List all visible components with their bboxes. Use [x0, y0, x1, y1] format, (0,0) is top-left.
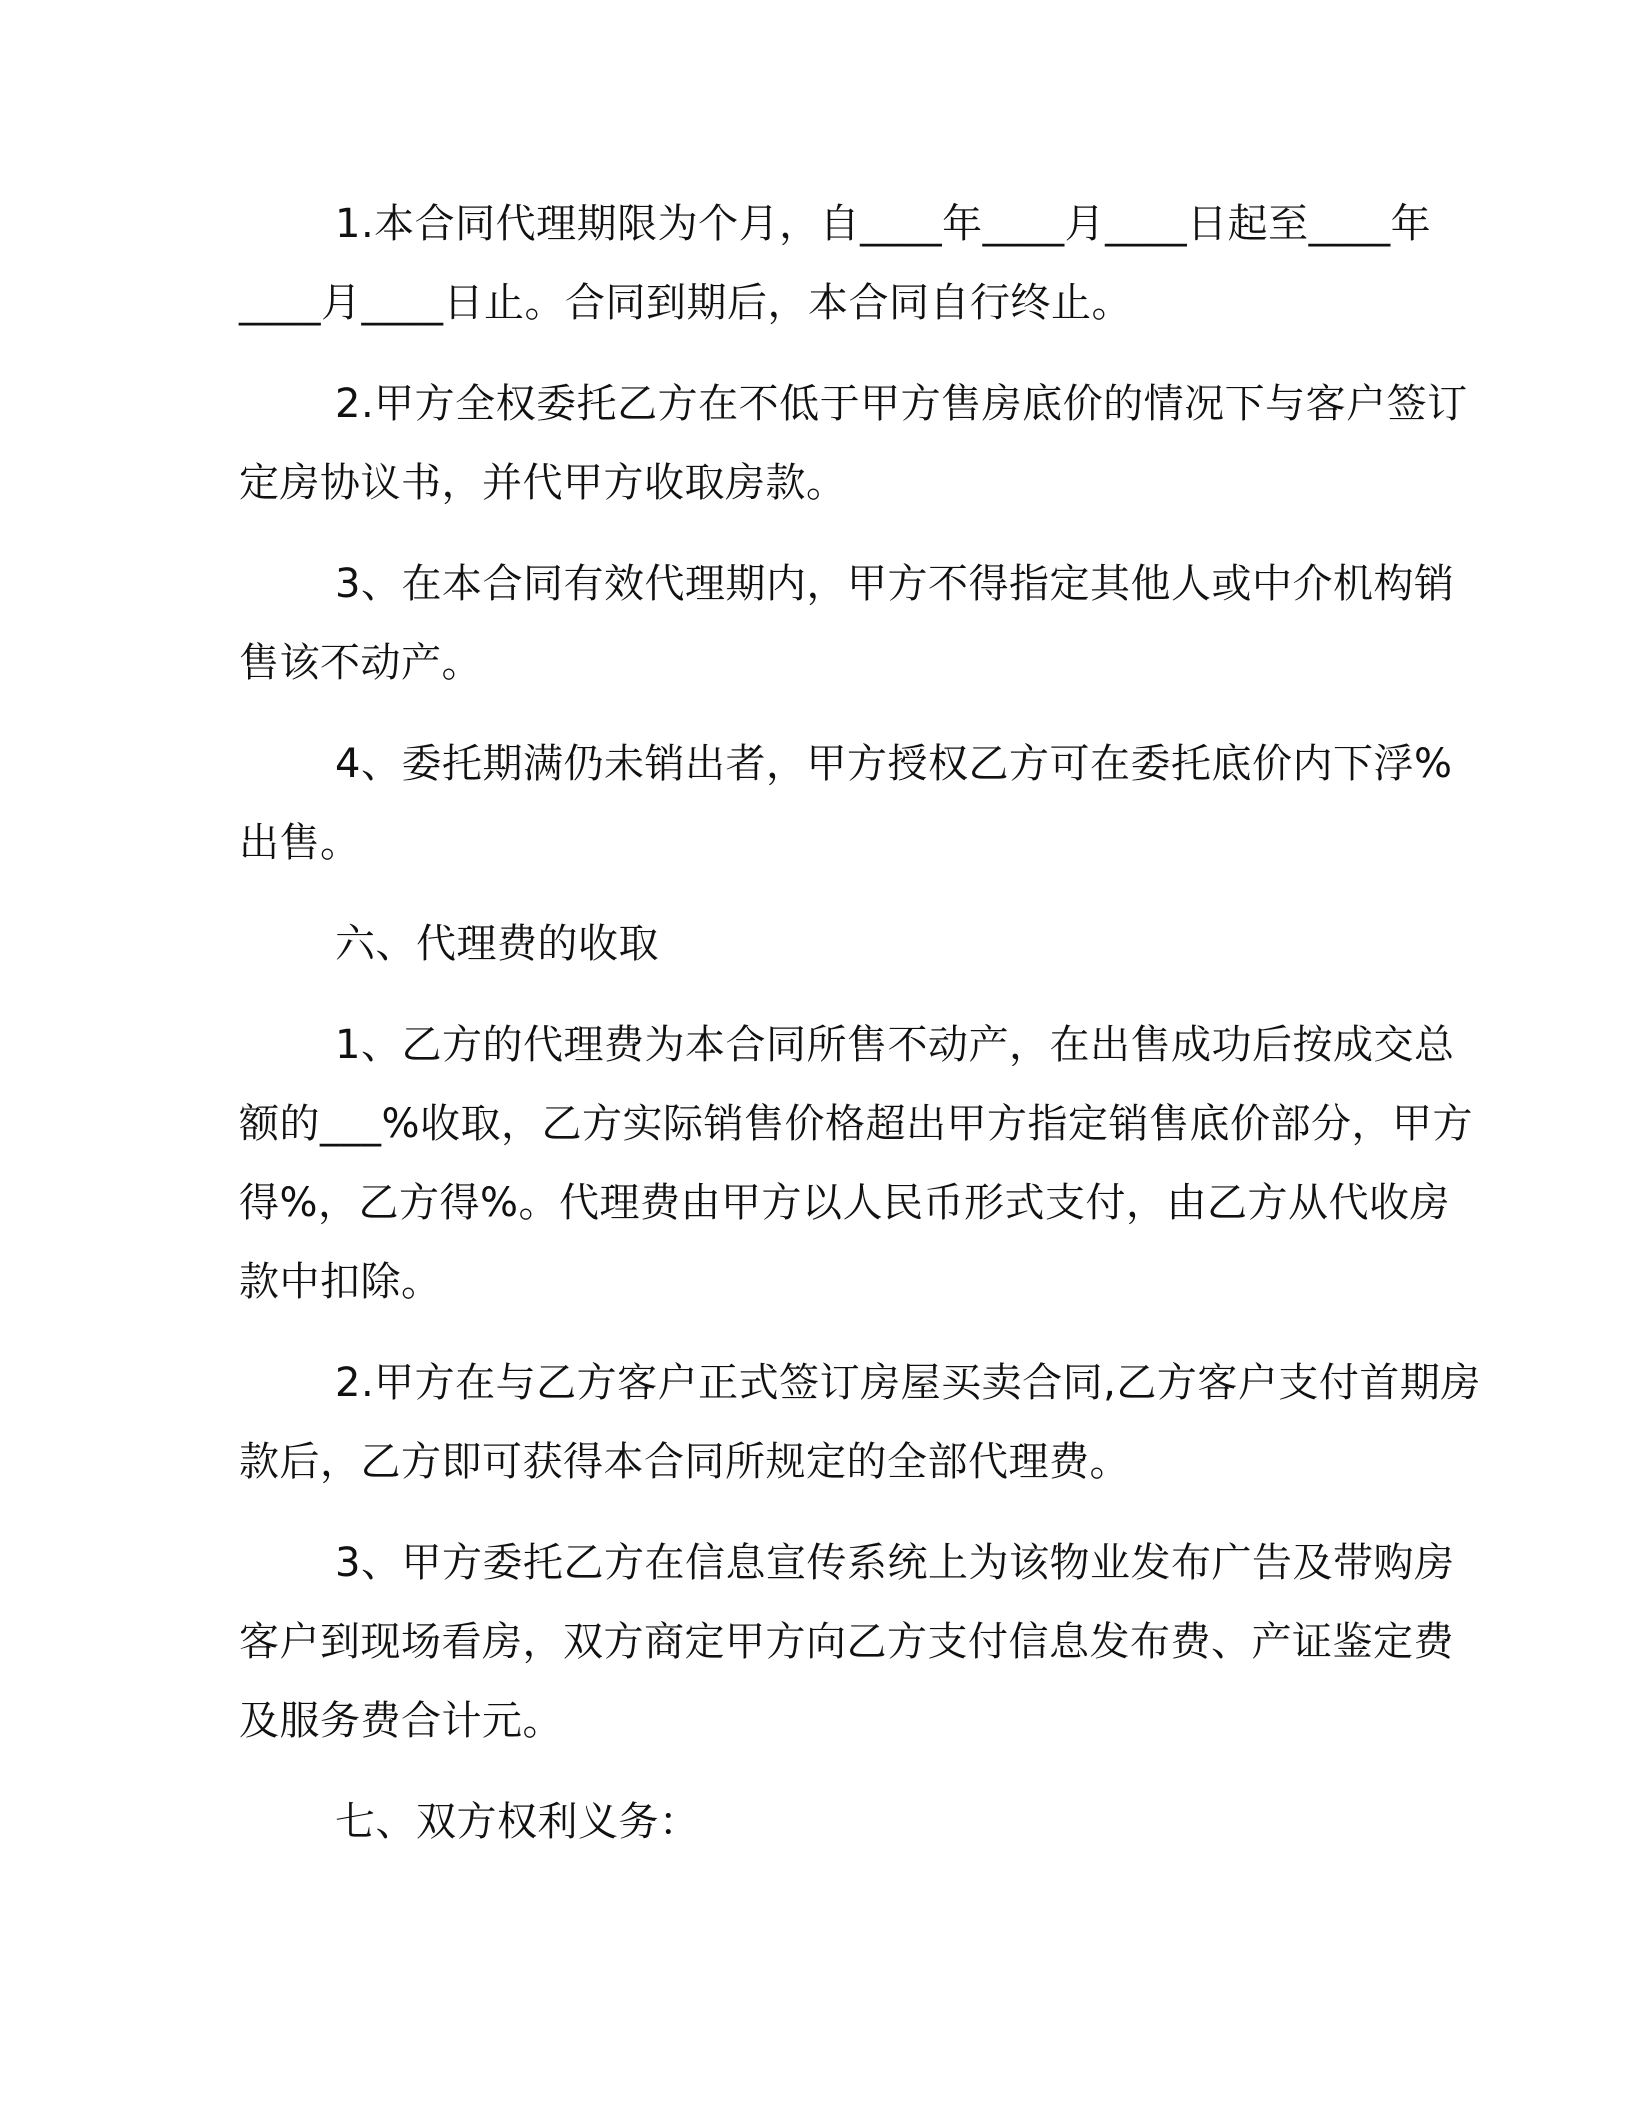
text-line: 售该不动产。 [239, 640, 482, 686]
clause-3-exclusivity [239, 545, 1455, 703]
clause-1-term [239, 185, 1432, 343]
section-heading-rights-obligations [239, 1783, 1389, 1862]
text-line: ____月____日止。合同到期后，本合同自行终止。 [239, 280, 1132, 326]
fee-clause-2 [239, 1344, 1481, 1502]
text-line: 3、在本合同有效代理期内，甲方不得指定其他人或中介机构销 [335, 561, 1455, 607]
section-heading: 六、代理费的收取 [335, 921, 659, 967]
text-line: 出售。 [239, 820, 361, 866]
text-line: 1、乙方的代理费为本合同所售不动产，在出售成功后按成交总 [335, 1022, 1455, 1068]
text-line: 额的___%收取，乙方实际销售价格超出甲方指定销售底价部分，甲方 [239, 1101, 1474, 1147]
text-line: 得%，乙方得%。代理费由甲方以人民币形式支付，由乙方从代收房 [239, 1180, 1451, 1226]
text-line: 4、委托期满仍未销出者，甲方授权乙方可在委托底价内下浮% [335, 741, 1453, 787]
text-line: 客户到现场看房，双方商定甲方向乙方支付信息发布费、产证鉴定费 [239, 1619, 1454, 1665]
fee-clause-1 [239, 1006, 1474, 1322]
text-line: 2.甲方全权委托乙方在不低于甲方售房底价的情况下与客户签订 [335, 381, 1468, 427]
clause-4-price-float [239, 725, 1453, 883]
text-line: 款中扣除。 [239, 1259, 442, 1305]
fee-clause-3 [239, 1524, 1455, 1761]
document-body [239, 185, 1481, 1862]
text-line: 款后，乙方即可获得本合同所规定的全部代理费。 [239, 1439, 1130, 1485]
text-line: 3、甲方委托乙方在信息宣传系统上为该物业发布广告及带购房 [335, 1540, 1455, 1586]
text-line: 及服务费合计元。 [239, 1698, 563, 1744]
section-heading: 七、双方权利义务： [335, 1799, 700, 1845]
section-heading-agency-fee [239, 905, 1389, 984]
text-line: 2.甲方在与乙方客户正式签订房屋买卖合同,乙方客户支付首期房 [335, 1360, 1481, 1406]
clause-2-authorization [239, 365, 1468, 523]
text-line: 定房协议书，并代甲方收取房款。 [239, 460, 847, 506]
text-line: 1.本合同代理期限为个月，自____年____月____日起至____年 [335, 201, 1432, 247]
